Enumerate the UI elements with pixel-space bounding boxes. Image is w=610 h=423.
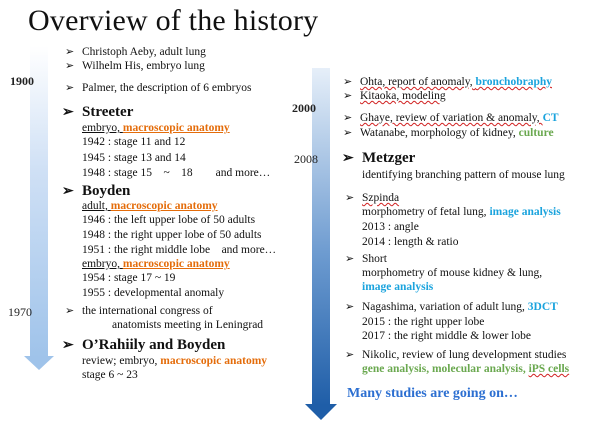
bullet-arrow-icon: ➢	[343, 90, 353, 102]
list-item-ghaye: ➢ Ghaye, review of variation & anomaly, CT	[343, 112, 559, 124]
bullet-arrow-icon: ➢	[65, 305, 75, 317]
boyden-line-5: 1955 : developmental anomaly	[82, 287, 225, 299]
streeter-line-2: 1945 : stage 13 and 14	[82, 152, 186, 164]
heading-boyden: ➢ Boyden	[62, 183, 131, 199]
list-item-short: ➢ Short	[345, 253, 387, 265]
timeline-arrow-right	[312, 68, 330, 406]
closing-tagline: Many studies are going on…	[347, 386, 518, 401]
short-line-1: morphometry of mouse kidney & lung,	[362, 267, 543, 279]
nikolic-line-1: gene analysis, molecular analysis, iPS cells	[362, 363, 570, 375]
orahilly-line-1: stage 6 ~ 23	[82, 369, 138, 381]
year-2000: 2000	[292, 101, 316, 115]
szpinda-line-1: morphometry of fetal lung, image analysis	[362, 206, 561, 218]
slide-title: Overview of the history	[28, 4, 319, 37]
nagashima-line-1: 2015 : the right upper lobe	[362, 316, 485, 328]
list-item-nagashima: ➢ Nagashima, variation of adult lung, 3DCT	[345, 301, 558, 313]
orahilly-subtitle: review; embryo, macroscopic anatomy	[82, 355, 268, 367]
bullet-arrow-icon: ➢	[343, 76, 353, 88]
boyden-line-3: 1951 : the right middle lobe and more…	[82, 244, 277, 256]
bullet-arrow-icon: ➢	[345, 192, 355, 204]
list-item-watanabe: ➢ Watanabe, morphology of kidney, culture	[343, 127, 554, 139]
heading-streeter: ➢ Streeter	[62, 104, 134, 120]
year-1970: 1970	[8, 305, 32, 319]
year-1900: 1900	[10, 74, 34, 88]
list-item-ohta: ➢ Ohta, report of anomaly, bronchobraphy	[343, 76, 552, 88]
timeline-arrow-left-tip	[24, 356, 54, 370]
short-line-2: image analysis	[362, 281, 434, 293]
list-item-szpinda: ➢ Szpinda	[345, 192, 400, 204]
timeline-arrow-left	[30, 46, 48, 358]
bullet-arrow-icon: ➢	[342, 151, 354, 166]
list-item-aeby: ➢ Christoph Aeby, adult lung	[65, 46, 206, 58]
heading-orahilly: ➢ O’Rahiily and Boyden	[62, 337, 226, 353]
bullet-arrow-icon: ➢	[62, 105, 74, 120]
bullet-arrow-icon: ➢	[65, 60, 75, 72]
bullet-arrow-icon: ➢	[343, 112, 353, 124]
boyden-subtitle: adult, macroscopic anatomy	[82, 200, 218, 212]
list-item-his: ➢ Wilhelm His, embryo lung	[65, 60, 205, 72]
boyden-line-1: 1946 : the left upper lobe of 50 adults	[82, 214, 256, 226]
heading-metzger: ➢ Metzger	[342, 150, 416, 166]
streeter-line-3: 1948 : stage 15 ~ 18 and more…	[82, 167, 271, 179]
bullet-arrow-icon: ➢	[62, 338, 74, 353]
bullet-arrow-icon: ➢	[345, 349, 355, 361]
list-item-palmer: ➢ Palmer, the description of 6 embryos	[65, 82, 252, 94]
bullet-arrow-icon: ➢	[345, 253, 355, 265]
boyden-line-4: 1954 : stage 17 ~ 19	[82, 272, 176, 284]
streeter-subtitle: embryo, macroscopic anatomy	[82, 122, 230, 134]
szpinda-line-2: 2013 : angle	[362, 221, 419, 233]
nagashima-line-2: 2017 : the right middle & lower lobe	[362, 330, 531, 342]
metzger-line-1: identifying branching pattern of mouse lung	[362, 169, 565, 181]
congress-line-2: anatomists meeting in Leningrad	[112, 319, 264, 331]
szpinda-line-3: 2014 : length & ratio	[362, 236, 459, 248]
bullet-arrow-icon: ➢	[62, 184, 74, 199]
streeter-line-1: 1942 : stage 11 and 12	[82, 136, 186, 148]
timeline-arrow-right-tip	[305, 404, 337, 420]
boyden-line-2: 1948 : the right upper lobe of 50 adults	[82, 229, 262, 241]
list-item-nikolic: ➢ Nikolic, review of lung development studies	[345, 349, 567, 361]
list-item-congress: ➢ the international congress of	[65, 305, 213, 317]
bullet-arrow-icon: ➢	[65, 46, 75, 58]
bullet-arrow-icon: ➢	[343, 127, 353, 139]
year-2008: 2008	[294, 152, 318, 166]
bullet-arrow-icon: ➢	[345, 301, 355, 313]
bullet-arrow-icon: ➢	[65, 82, 75, 94]
boyden-subtitle-2: embryo, macroscopic anatomy	[82, 258, 230, 270]
list-item-kitaoka: ➢ Kitaoka, modeling	[343, 90, 446, 102]
